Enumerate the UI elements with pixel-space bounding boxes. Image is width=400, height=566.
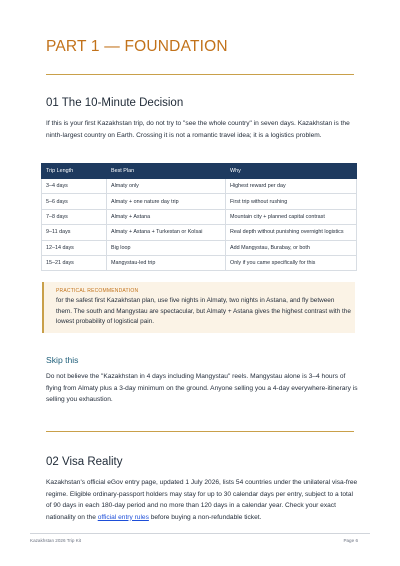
table-row (42, 209, 357, 224)
skip-text: Do not believe the "Kazakhstan in 4 days including Mangystau" reels. Mangystau alone is 3–4 hours of flying from Almaty plus a 3-day minimum on the ground. Anyone selling you a 4-day everywhere-itinerary is selling you exhaustion. (46, 373, 358, 403)
table-row (42, 225, 357, 240)
section-intro: If this is your first Kazakhstan trip, do not try to "see the whole country" in seven days. Kazakhstan is the ninth-largest country on Earth. Crossing it is not a romantic travel idea; it is a logistics problem. (46, 120, 350, 139)
section-heading-decision: 01 The 10-Minute Decision (46, 97, 184, 109)
visa-text (46, 477, 358, 523)
table-cell: Only if you came specifically for this (226, 255, 357, 270)
table-row (42, 240, 357, 255)
table-cell: Real depth without punishing overnight logistics (226, 225, 357, 240)
table-cell: Highest reward per day (226, 179, 357, 194)
callout-text: for the safest first Kazakhstan plan, use five nights in Almaty, two nights in Astana, and fly between them. The south and Mangystau are spectacular, but Almaty + Astana gives the highest contrast with the lowest probability of logistical pain. (56, 297, 351, 326)
table-cell: Almaty + Astana + Turkestan or Kolsai (107, 225, 226, 240)
table-row (42, 255, 357, 270)
recommendation-callout (42, 282, 355, 333)
part-title: PART 1 — FOUNDATION (46, 38, 228, 55)
table-cell: Almaty only (107, 179, 226, 194)
table-cell: First trip without rushing (226, 194, 357, 209)
official-entry-rules-link[interactable]: official entry rules (97, 513, 149, 521)
table-row (42, 194, 357, 209)
table-header: Trip Length (42, 164, 107, 179)
table-cell: 9–11 days (42, 225, 107, 240)
section-divider (46, 431, 354, 432)
table-cell: 15–21 days (42, 255, 107, 270)
section-heading-visa: 02 Visa Reality (46, 456, 123, 468)
table-header: Best Plan (107, 164, 226, 179)
skip-heading: Skip this (46, 355, 79, 365)
table-cell: Big loop (107, 240, 226, 255)
footer-divider (30, 533, 370, 534)
visa-text-part: Kazakhstan's official eGov entry page, updated 1 July 2026, lists 54 countries under the unilateral visa-free regime. Eligible ordinary-passport holders may stay for up to 30 calendar days per entry, subject to a total of 90 days in each 180-day period and no more than 120 days in a calendar year. Check your exact nationality on the (46, 479, 358, 521)
table-row (42, 179, 357, 194)
table-cell: Almaty + one nature day trip (107, 194, 226, 209)
footer-title: Kazakhstan 2026 Trip Kit (30, 538, 82, 543)
table-cell: Add Mangystau, Burabay, or both (226, 240, 357, 255)
callout-label: PRACTICAL RECOMMENDATION (56, 288, 139, 294)
part-divider (46, 74, 354, 75)
table-cell: Mangystau-led trip (107, 255, 226, 270)
table-header: Why (226, 164, 357, 179)
table-cell: 5–6 days (42, 194, 107, 209)
table-header-row (42, 164, 357, 179)
table-cell: 7–8 days (42, 209, 107, 224)
table-cell: 3–4 days (42, 179, 107, 194)
table-cell: Almaty + Astana (107, 209, 226, 224)
table-cell: Mountain city + planned capital contrast (226, 209, 357, 224)
trip-plan-table (41, 163, 357, 271)
visa-text-part: before buying a non-refundable ticket. (148, 513, 262, 521)
table-cell: 12–14 days (42, 240, 107, 255)
page-number: Page 6 (343, 538, 358, 543)
